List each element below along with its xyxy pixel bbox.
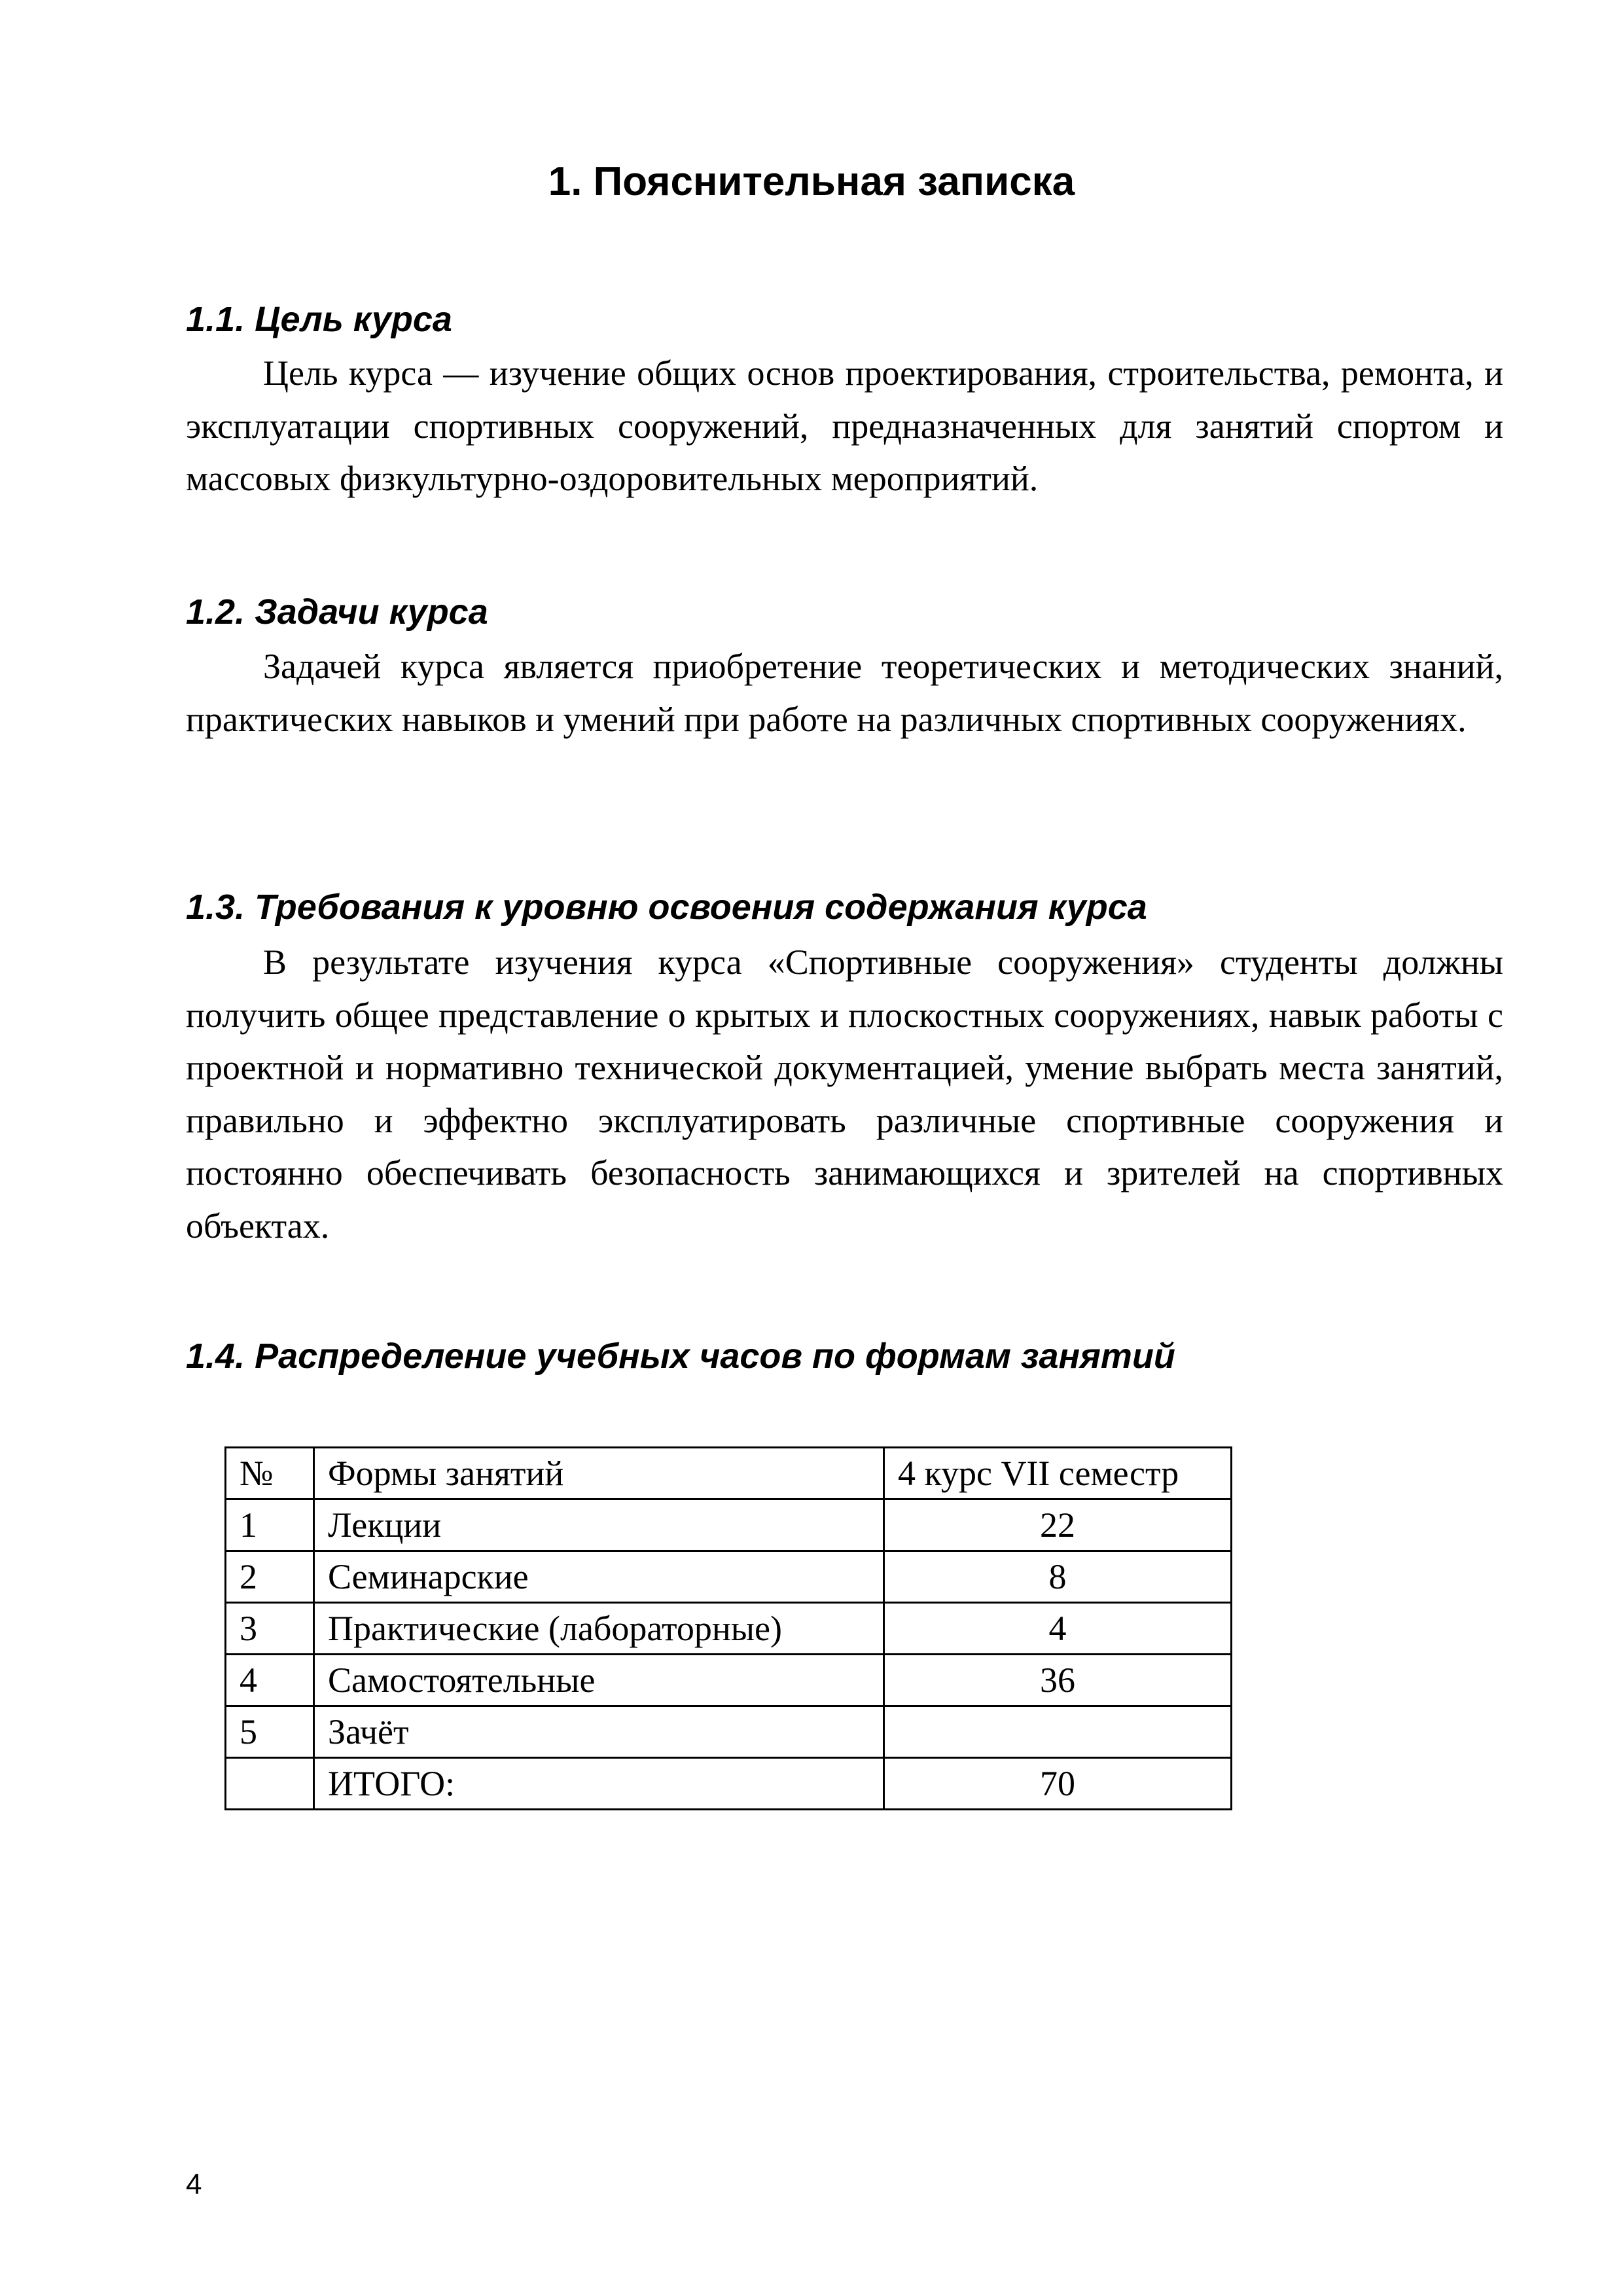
hours-table xyxy=(224,1446,1232,1810)
row-number: 1 xyxy=(226,1499,314,1551)
row-form: Лекции xyxy=(314,1499,884,1551)
row-number: 4 xyxy=(226,1655,314,1706)
row-form: Семинарские xyxy=(314,1551,884,1603)
section-heading-tasks: 1.2. Задачи курса xyxy=(186,592,488,632)
page-number: 4 xyxy=(186,2168,202,2200)
row-hours: 8 xyxy=(884,1551,1232,1603)
table-row xyxy=(226,1603,1232,1655)
header-semester: 4 курс VII семестр xyxy=(884,1448,1232,1499)
table-row xyxy=(226,1655,1232,1706)
page-title: 1. Пояснительная записка xyxy=(548,159,1075,204)
row-number: 2 xyxy=(226,1551,314,1603)
table-total-row xyxy=(226,1758,1232,1810)
row-hours: 4 xyxy=(884,1603,1232,1655)
row-form: Самостоятельные xyxy=(314,1655,884,1706)
section-heading-goal: 1.1. Цель курса xyxy=(186,300,452,339)
table-row xyxy=(226,1706,1232,1758)
row-number: 5 xyxy=(226,1706,314,1758)
row-form: Практические (лабораторные) xyxy=(314,1603,884,1655)
section-text-tasks: Задачей курса является приобретение теоретических и методических знаний, практических навыков и умений при работе на различных спортивных сооружениях. xyxy=(186,647,1503,739)
table-row xyxy=(226,1551,1232,1603)
section-heading-hours: 1.4. Распределение учебных часов по формам занятий xyxy=(186,1336,1175,1376)
row-hours: 22 xyxy=(884,1499,1232,1551)
section-heading-requirements: 1.3. Требования к уровню освоения содержания курса xyxy=(186,888,1147,927)
row-form: ИТОГО: xyxy=(314,1758,884,1810)
table-row xyxy=(226,1499,1232,1551)
row-form: Зачёт xyxy=(314,1706,884,1758)
section-text-requirements: В результате изучения курса «Спортивные сооружения» студенты должны получить общее представление о крытых и плоскостных сооружениях, навык работы с проектной и нормативно технической документацией, умение выбрать места занятий, правильно и эффектно эксплуатировать различные спортивные сооружения и постоянно обеспечивать безопасность занимающихся и зрителей на спортивных объектах. xyxy=(186,942,1503,1246)
row-number: 3 xyxy=(226,1603,314,1655)
row-hours: 36 xyxy=(884,1655,1232,1706)
row-hours: 70 xyxy=(884,1758,1232,1810)
header-form: Формы занятий xyxy=(314,1448,884,1499)
row-number xyxy=(226,1758,314,1810)
row-hours xyxy=(884,1706,1232,1758)
header-number: № xyxy=(226,1448,314,1499)
section-text-goal: Цель курса — изучение общих основ проектирования, строительства, ремонта, и эксплуатации спортивных сооружений, предназначенных для занятий спортом и массовых физкультурно-оздоровительных мероприятий. xyxy=(186,353,1503,498)
table-header-row xyxy=(226,1448,1232,1499)
